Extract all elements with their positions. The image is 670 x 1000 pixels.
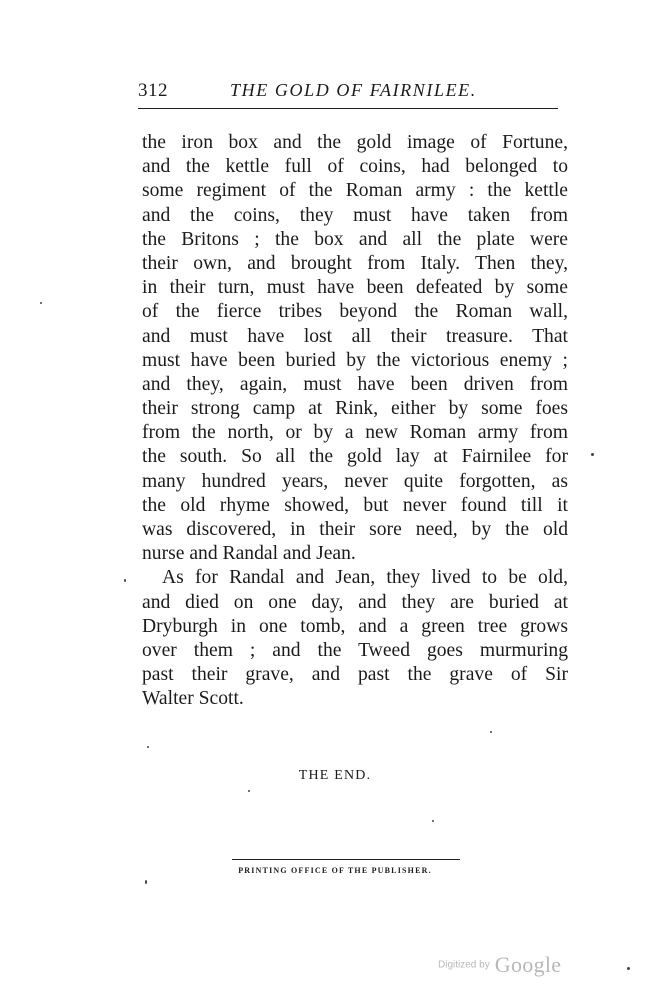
text-line: of the fierce tribes beyond the Roman wall, — [142, 301, 568, 323]
text-line: their own, and brought from Italy. Then they, — [142, 252, 568, 274]
text-line: As for Randal and Jean, they lived to be old, — [162, 567, 568, 589]
text-line: the iron box and the gold image of Fortune, — [142, 132, 568, 153]
the-end-heading: THE END. — [298, 768, 372, 783]
text-line: their strong camp at Rink, either by some foes — [142, 398, 568, 420]
google-logo: Google — [494, 952, 562, 977]
footer-rule — [232, 859, 460, 860]
text-line: the south. So all the gold lay at Fairnilee for — [142, 446, 568, 468]
scan-speck — [40, 302, 42, 304]
scan-speck — [627, 967, 630, 970]
text-line: many hundred years, never quite forgotten, as — [142, 470, 568, 492]
running-title: THE GOLD OF FAIRNILEE. — [230, 80, 477, 100]
text-line: and the coins, they must have taken from — [142, 204, 568, 226]
text-line: over them ; and the Tweed goes murmuring — [142, 639, 568, 661]
text-line: some regiment of the Roman army : the kettle — [142, 180, 568, 202]
page-number: 312 — [138, 80, 168, 101]
text-line: was discovered, in their sore need, by the old — [142, 519, 568, 540]
header-rule — [138, 108, 558, 109]
google-watermark — [438, 952, 561, 978]
text-line: and they, again, must have been driven from — [142, 373, 568, 395]
printer-imprint: PRINTING OFFICE OF THE PUBLISHER. — [238, 866, 432, 875]
scan-speck — [248, 790, 250, 792]
digitized-by-label: Digitized by — [438, 959, 490, 971]
text-line: the old rhyme showed, but never found till it — [142, 494, 568, 516]
scan-speck — [147, 746, 149, 748]
scan-speck — [145, 880, 147, 884]
text-line: Dryburgh in one tomb, and a green tree grows — [142, 615, 568, 637]
scan-speck — [591, 453, 594, 456]
text-line: and died on one day, and they are buried at — [142, 591, 568, 613]
scan-speck — [432, 820, 434, 822]
scan-speck — [124, 579, 126, 582]
text-line: from the north, or by a new Roman army from — [142, 422, 568, 444]
body-text — [142, 131, 568, 712]
scan-speck — [490, 731, 492, 733]
text-line: and the kettle full of coins, had belonged to — [142, 156, 568, 178]
text-line: in their turn, must have been defeated by some — [142, 277, 568, 299]
text-line: Walter Scott. — [142, 688, 244, 710]
text-line: past their grave, and past the grave of Sir — [142, 664, 568, 686]
text-line: the Britons ; the box and all the plate were — [142, 228, 568, 250]
page-header — [138, 80, 560, 110]
text-line: must have been buried by the victorious enemy ; — [142, 349, 568, 371]
text-line: nurse and Randal and Jean. — [142, 543, 356, 565]
text-line: and must have lost all their treasure. That — [142, 325, 568, 347]
